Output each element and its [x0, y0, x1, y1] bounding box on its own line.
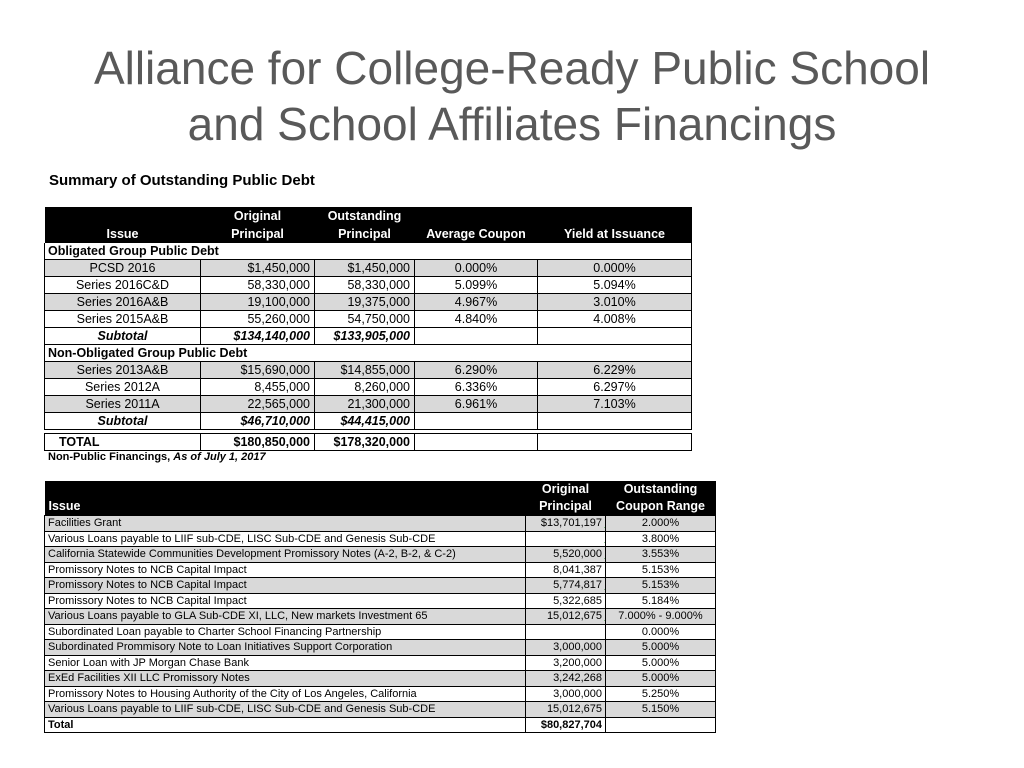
- header-issue: Issue: [45, 498, 526, 516]
- cell-yield: 6.297%: [538, 379, 692, 396]
- table-row: [45, 609, 716, 625]
- summary-title: Summary of Outstanding Public Debt: [49, 172, 315, 189]
- table-row: [45, 311, 692, 328]
- table-row: [45, 379, 692, 396]
- cell-outstanding: 58,330,000: [315, 277, 415, 294]
- cell-original: 8,041,387: [526, 562, 606, 578]
- cell-coupon: 0.000%: [606, 624, 716, 640]
- cell-original: [526, 531, 606, 547]
- non-public-financings-table: [44, 481, 716, 733]
- cell-outstanding: 8,260,000: [315, 379, 415, 396]
- cell-original: 3,242,268: [526, 671, 606, 687]
- cell-issue: Series 2011A: [45, 396, 201, 413]
- slide-title-line-2: and School Affiliates Financings: [187, 98, 837, 150]
- cell-original: 5,520,000: [526, 547, 606, 563]
- cell-coupon: 6.961%: [415, 396, 538, 413]
- cell-issue: California Statewide Communities Development Promissory Notes (A-2, B-2, & C-2): [45, 547, 526, 563]
- cell-issue: Facilities Grant: [45, 516, 526, 532]
- cell-original: $1,450,000: [201, 260, 315, 277]
- header-yield: Yield at Issuance: [538, 225, 692, 243]
- cell-original: [526, 624, 606, 640]
- header-outstanding: Outstanding: [606, 481, 716, 498]
- section-obligated: [45, 243, 692, 260]
- subtotal-row: [45, 413, 692, 430]
- cell-issue: Promissory Notes to NCB Capital Impact: [45, 593, 526, 609]
- slide-title: [0, 40, 1024, 152]
- cell-original: 3,000,000: [526, 686, 606, 702]
- total-original: $180,850,000: [201, 434, 315, 451]
- cell-coupon: 5.153%: [606, 578, 716, 594]
- subtotal-original: $134,140,000: [201, 328, 315, 345]
- cell-original: 55,260,000: [201, 311, 315, 328]
- total-label: TOTAL: [45, 434, 201, 451]
- total-row: [45, 717, 716, 733]
- cell-outstanding: $14,855,000: [315, 362, 415, 379]
- non-public-note-date: As of July 1, 2017: [173, 451, 266, 463]
- table-row: [45, 593, 716, 609]
- cell-original: 8,455,000: [201, 379, 315, 396]
- slide-title-line-1: Alliance for College-Ready Public School: [93, 42, 931, 94]
- cell-coupon: 5.000%: [606, 640, 716, 656]
- total-outstanding: $178,320,000: [315, 434, 415, 451]
- cell-issue: Series 2012A: [45, 379, 201, 396]
- header-average-coupon: Average Coupon: [415, 225, 538, 243]
- header-outstanding: Outstanding: [315, 207, 415, 225]
- cell-outstanding: 19,375,000: [315, 294, 415, 311]
- cell-outstanding: $1,450,000: [315, 260, 415, 277]
- cell-original: 58,330,000: [201, 277, 315, 294]
- table-row: [45, 531, 716, 547]
- total-original: $80,827,704: [526, 717, 606, 733]
- cell-original: 3,000,000: [526, 640, 606, 656]
- cell-issue: Series 2016C&D: [45, 277, 201, 294]
- cell-coupon: 5.099%: [415, 277, 538, 294]
- cell-issue: ExEd Facilities XII LLC Promissory Notes: [45, 671, 526, 687]
- cell-issue: Various Loans payable to LIIF sub-CDE, LISC Sub-CDE and Genesis Sub-CDE: [45, 702, 526, 718]
- table-row: [45, 294, 692, 311]
- non-public-note-label: Non-Public Financings,: [48, 451, 171, 463]
- public-debt-header-row-2: [45, 225, 692, 243]
- cell-coupon: 5.184%: [606, 593, 716, 609]
- cell-coupon: 0.000%: [415, 260, 538, 277]
- cell-original: 22,565,000: [201, 396, 315, 413]
- table-row: [45, 671, 716, 687]
- cell-coupon: 6.290%: [415, 362, 538, 379]
- cell-original: 19,100,000: [201, 294, 315, 311]
- total-label: Total: [45, 717, 526, 733]
- cell-issue: Various Loans payable to GLA Sub-CDE XI, LLC, New markets Investment 65: [45, 609, 526, 625]
- subtotal-original: $46,710,000: [201, 413, 315, 430]
- table-row: [45, 562, 716, 578]
- table-row: [45, 640, 716, 656]
- section-label: Obligated Group Public Debt: [45, 243, 692, 260]
- table-row: [45, 396, 692, 413]
- cell-yield: 3.010%: [538, 294, 692, 311]
- table-row: [45, 547, 716, 563]
- cell-coupon: 3.553%: [606, 547, 716, 563]
- subtotal-label: Subtotal: [45, 328, 201, 345]
- cell-issue: Series 2015A&B: [45, 311, 201, 328]
- cell-coupon: 5.250%: [606, 686, 716, 702]
- section-non-obligated: [45, 345, 692, 362]
- cell-coupon: 7.000% - 9.000%: [606, 609, 716, 625]
- table-row: [45, 655, 716, 671]
- cell-yield: 0.000%: [538, 260, 692, 277]
- non-public-note: [48, 451, 266, 463]
- header-principal-outstanding: Principal: [315, 225, 415, 243]
- cell-issue: Subordinated Prommisory Note to Loan Initiatives Support Corporation: [45, 640, 526, 656]
- cell-issue: Various Loans payable to LIIF sub-CDE, LISC Sub-CDE and Genesis Sub-CDE: [45, 531, 526, 547]
- non-public-header-row-2: [45, 498, 716, 516]
- cell-coupon: 5.153%: [606, 562, 716, 578]
- table-row: [45, 260, 692, 277]
- cell-coupon: 2.000%: [606, 516, 716, 532]
- cell-issue: Promissory Notes to NCB Capital Impact: [45, 562, 526, 578]
- table-row: [45, 362, 692, 379]
- public-debt-header-row-1: [45, 207, 692, 225]
- subtotal-row: [45, 328, 692, 345]
- cell-original: 5,774,817: [526, 578, 606, 594]
- non-public-header-row-1: [45, 481, 716, 498]
- cell-outstanding: 21,300,000: [315, 396, 415, 413]
- cell-coupon: 4.840%: [415, 311, 538, 328]
- total-row: [45, 434, 692, 451]
- cell-original: 3,200,000: [526, 655, 606, 671]
- table-row: [45, 702, 716, 718]
- header-principal: Principal: [526, 498, 606, 516]
- table-row: [45, 686, 716, 702]
- table-row: [45, 277, 692, 294]
- cell-original: $13,701,197: [526, 516, 606, 532]
- cell-yield: 6.229%: [538, 362, 692, 379]
- cell-issue: Promissory Notes to NCB Capital Impact: [45, 578, 526, 594]
- total-coupon: [606, 717, 716, 733]
- cell-coupon: 3.800%: [606, 531, 716, 547]
- cell-coupon: 6.336%: [415, 379, 538, 396]
- cell-issue: Subordinated Loan payable to Charter School Financing Partnership: [45, 624, 526, 640]
- table-row: [45, 624, 716, 640]
- public-debt-table: [44, 207, 692, 451]
- cell-original: 15,012,675: [526, 609, 606, 625]
- header-original: Original: [201, 207, 315, 225]
- cell-yield: 7.103%: [538, 396, 692, 413]
- cell-coupon: 4.967%: [415, 294, 538, 311]
- subtotal-outstanding: $44,415,000: [315, 413, 415, 430]
- cell-outstanding: 54,750,000: [315, 311, 415, 328]
- header-issue: Issue: [45, 225, 201, 243]
- cell-yield: 5.094%: [538, 277, 692, 294]
- cell-coupon: 5.000%: [606, 671, 716, 687]
- cell-coupon: 5.000%: [606, 655, 716, 671]
- header-original: Original: [526, 481, 606, 498]
- table-row: [45, 578, 716, 594]
- cell-coupon: 5.150%: [606, 702, 716, 718]
- cell-original: 15,012,675: [526, 702, 606, 718]
- table-row: [45, 516, 716, 532]
- cell-issue: Promissory Notes to Housing Authority of the City of Los Angeles, California: [45, 686, 526, 702]
- cell-issue: Senior Loan with JP Morgan Chase Bank: [45, 655, 526, 671]
- header-coupon-range: Coupon Range: [606, 498, 716, 516]
- subtotal-outstanding: $133,905,000: [315, 328, 415, 345]
- cell-issue: PCSD 2016: [45, 260, 201, 277]
- cell-issue: Series 2013A&B: [45, 362, 201, 379]
- cell-issue: Series 2016A&B: [45, 294, 201, 311]
- cell-yield: 4.008%: [538, 311, 692, 328]
- section-label: Non-Obligated Group Public Debt: [45, 345, 692, 362]
- cell-original: 5,322,685: [526, 593, 606, 609]
- cell-original: $15,690,000: [201, 362, 315, 379]
- subtotal-label: Subtotal: [45, 413, 201, 430]
- header-principal: Principal: [201, 225, 315, 243]
